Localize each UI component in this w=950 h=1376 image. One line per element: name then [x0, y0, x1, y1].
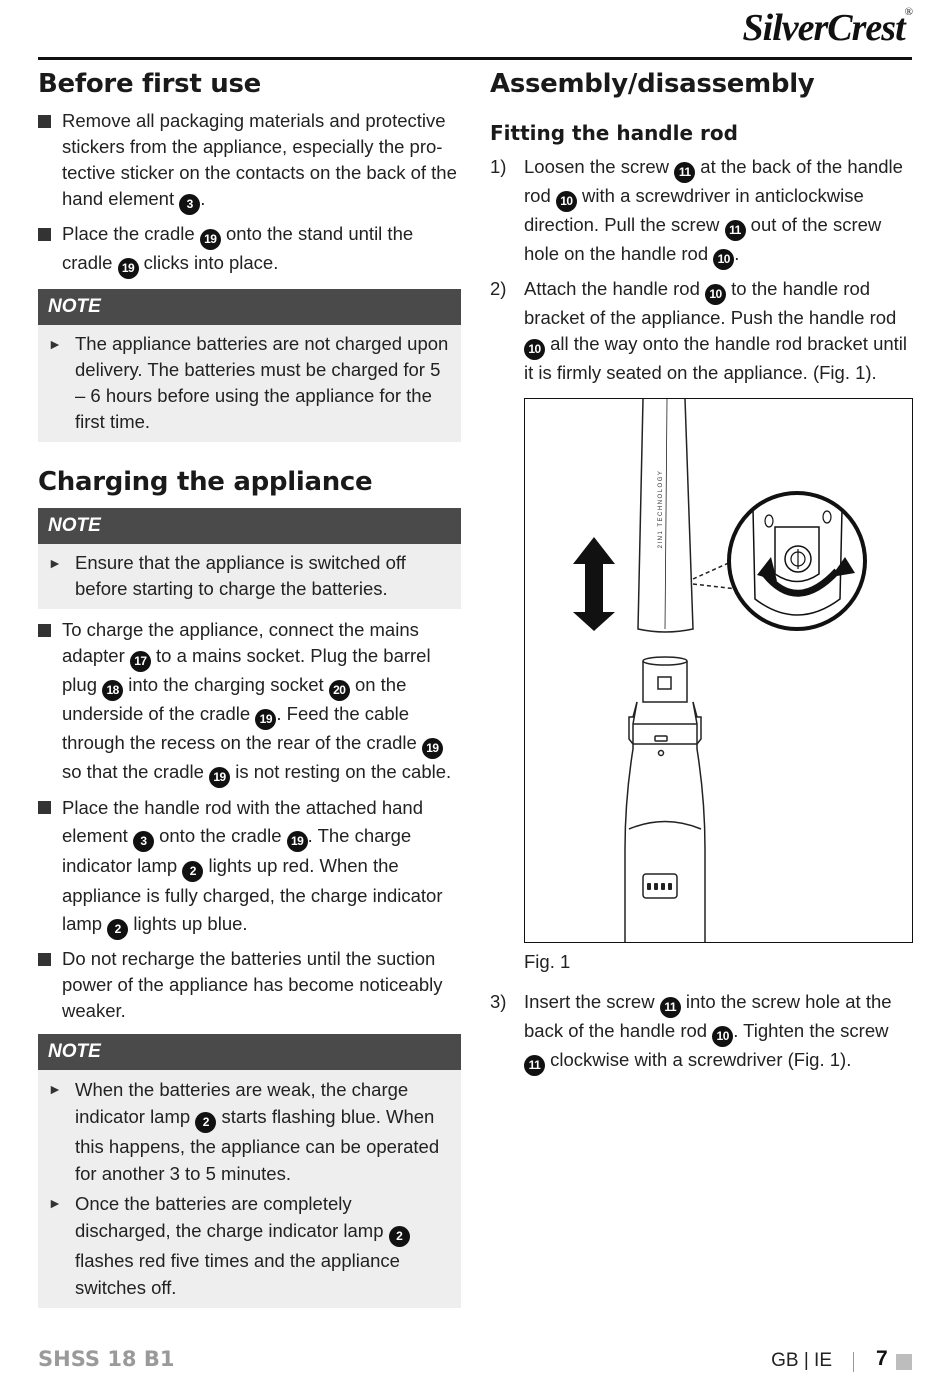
reference-number-badge: 10 [713, 249, 734, 270]
header-rule [38, 57, 912, 60]
reference-number-badge: 20 [329, 680, 350, 701]
footer-language: GB | IE [771, 1350, 832, 1371]
reference-number-badge: 2 [182, 861, 203, 882]
page-number: 7 [876, 1347, 888, 1370]
figure-caption: Fig. 1 [524, 951, 571, 972]
note-item: ► The appliance batteries are not charged upon delivery. The batteries must be charged for 5 – 6 hours before using the appliance for the first time. [48, 333, 449, 432]
reference-number-badge: 11 [725, 220, 746, 241]
section-title-charging: Charging the appliance [38, 467, 373, 497]
reference-number-badge: 19 [200, 229, 221, 250]
list-item: Place the cradle 19 onto the stand until the cradle 19 clicks into place. [38, 221, 461, 279]
reference-number-badge: 18 [102, 680, 123, 701]
footer-divider [853, 1352, 854, 1372]
list-item: Do not recharge the batteries until the suction power of the appliance has become noticeably weaker. [38, 946, 461, 1024]
rod-label-text: 2IN1 TECHNOLOGY [658, 469, 664, 549]
footer-model-number: SHSS 18 B1 [38, 1347, 175, 1371]
step-3: 3) Insert the screw 11 into the screw hole at the back of the handle rod 10 . Tighten the screw 11 clockwise with a screwdriver (Fig. 1). [490, 989, 913, 1076]
square-bullet-icon [38, 228, 51, 241]
reference-number-badge: 10 [556, 191, 577, 212]
note-item: ► When the batteries are weak, the charge indicator lamp 2 starts flashing blue. When this happens, the appliance can be operated for another 3 to 5 minutes. [48, 1076, 449, 1187]
reference-number-badge: 19 [118, 258, 139, 279]
reference-number-badge: 3 [133, 831, 154, 852]
reference-number-badge: 19 [422, 738, 443, 759]
note-item: ► Ensure that the appliance is switched off before starting to charge the batteries. [48, 552, 406, 599]
reference-number-badge: 2 [107, 919, 128, 940]
reference-number-badge: 10 [524, 339, 545, 360]
reference-number-badge: 11 [660, 997, 681, 1018]
subsection-title-fitting: Fitting the handle rod [490, 121, 738, 145]
reference-number-badge: 19 [209, 767, 230, 788]
list-item: Place the handle rod with the attached hand element 3 onto the cradle 19 . The charge indicator lamp 2 lights up red. When the appliance is fully charged, the charge indicator lamp 2 lights up blue. [38, 794, 461, 940]
list-item: To charge the appliance, connect the mains adapter 17 to a mains socket. Plug the barrel plug 18 into the charging socket 20 on the underside of the cradle 19 . Feed the cable through the recess on the rear of the cradle 19 so that the cradle 19 is not resting on the cable. [38, 617, 461, 788]
reference-number-badge: 19 [255, 709, 276, 730]
note-heading: NOTE [38, 289, 461, 325]
reference-number-badge: 2 [389, 1226, 410, 1247]
step-2: 2) Attach the handle rod 10 to the handle rod bracket of the appliance. Push the handle rod 10 all the way onto the handle rod bracket until it is firmly seated on the appliance. (Fig. 1). [490, 278, 908, 383]
step-1: 1) Loosen the screw 11 at the back of the handle rod 10 with a screwdriver in anticlockwise direction. Pull the screw 11 out of the screw hole on the handle rod 10 . [490, 154, 913, 270]
reference-number-badge: 3 [179, 194, 200, 215]
note-box [38, 289, 461, 442]
square-bullet-icon [38, 953, 51, 966]
section-title-assembly: Assembly/disassembly [490, 69, 815, 99]
right-column [490, 66, 913, 1076]
reference-number-badge: 11 [674, 162, 695, 183]
arrow-bullet-icon: ► [48, 555, 62, 571]
page-marker-square [896, 1354, 912, 1370]
handle-rod-drawing [638, 399, 693, 632]
reference-number-badge: 10 [712, 1026, 733, 1047]
reference-number-badge: 17 [130, 651, 151, 672]
section-title-before-first-use: Before first use [38, 69, 261, 99]
note-heading: NOTE [38, 508, 461, 544]
reference-number-badge: 11 [524, 1055, 545, 1076]
square-bullet-icon [38, 801, 51, 814]
note-item: ► Once the batteries are completely discharged, the charge indicator lamp 2 flashes red five times and the appliance switches off. [48, 1190, 449, 1301]
note-box [38, 508, 461, 609]
arrow-bullet-icon: ► [48, 1081, 62, 1097]
left-column [38, 66, 461, 1308]
square-bullet-icon [38, 115, 51, 128]
brand-logo: SilverCrest® [742, 6, 912, 49]
appliance-body-drawing [625, 657, 705, 942]
reference-number-badge: 10 [705, 284, 726, 305]
square-bullet-icon [38, 624, 51, 637]
note-box [38, 1034, 461, 1308]
list-item: Remove all packaging materials and protective stickers from the appliance, especially the pro-tective sticker on the contacts on the back of the hand element 3 . [38, 108, 461, 215]
note-heading: NOTE [38, 1034, 461, 1070]
reference-number-badge: 19 [287, 831, 308, 852]
arrow-bullet-icon: ► [48, 1195, 62, 1211]
up-down-arrow-icon [573, 537, 615, 631]
arrow-bullet-icon: ► [48, 336, 62, 352]
figure-1-illustration [524, 398, 913, 943]
reference-number-badge: 2 [195, 1112, 216, 1133]
